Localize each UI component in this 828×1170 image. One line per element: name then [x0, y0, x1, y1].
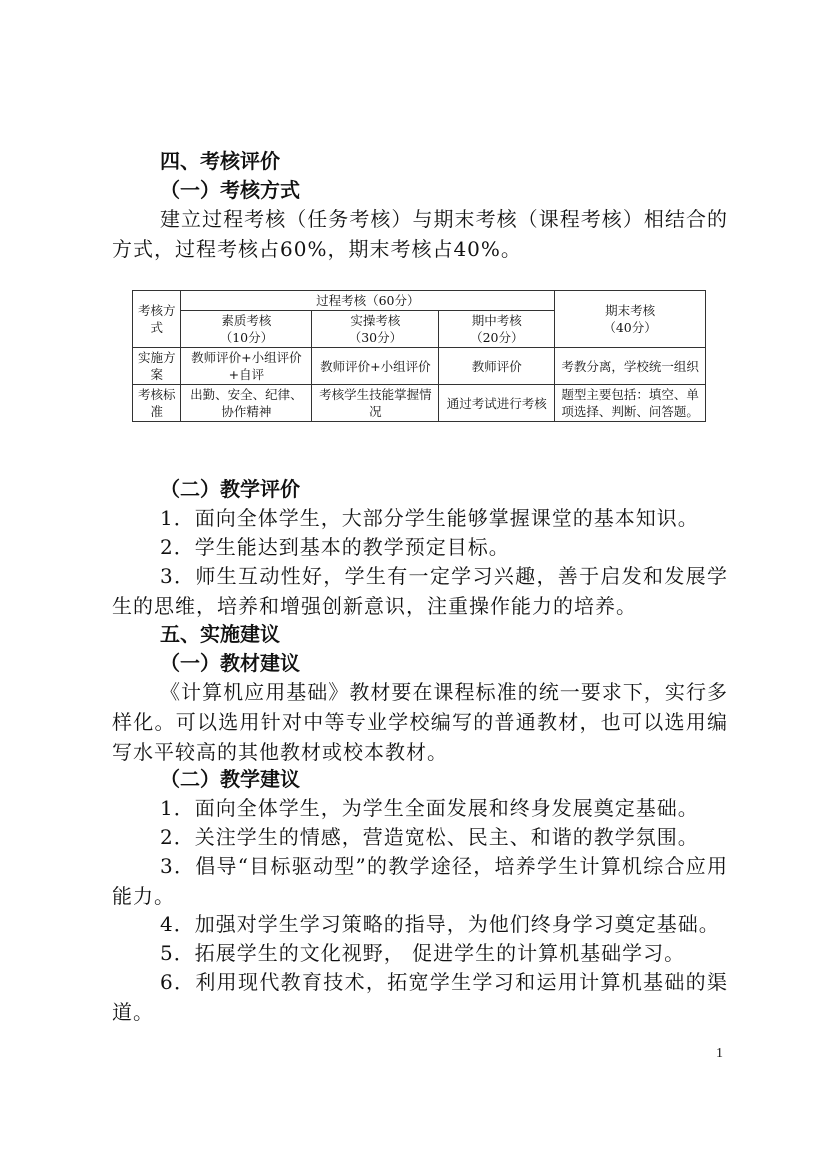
table-cell: 教师评价+小组评价+自评: [181, 348, 312, 385]
section-5-heading: 五、实施建议: [160, 622, 280, 646]
list-item: 1．面向全体学生，大部分学生能够掌握课堂的基本知识。: [160, 506, 699, 530]
quality-header-score: （10分）: [219, 330, 274, 345]
list-item: 4．加强对学生学习策略的指导，为他们终身学习奠定基础。: [160, 912, 720, 936]
assessment-table: [132, 290, 706, 422]
practice-header-score: （30分）: [348, 330, 403, 345]
list-item: 2．关注学生的情感，营造宽松、民主、和谐的教学氛围。: [160, 825, 699, 849]
list-item: 5．拓展学生的文化视野， 促进学生的计算机基础学习。: [160, 941, 686, 965]
final-header-cell: [555, 291, 706, 348]
final-header-label: 期末考核: [605, 303, 656, 318]
practice-header-label: 实操考核: [350, 313, 401, 328]
section-4-2-heading: （二）教学评价: [160, 477, 300, 501]
quality-header-label: 素质考核: [221, 313, 272, 328]
table-cell: 考核学生技能掌握情况: [312, 385, 439, 422]
list-item: 6．利用现代教育技术，拓宽学生学习和运用计算机基础的渠道。: [112, 970, 728, 1024]
table-cell: 通过考试进行考核: [439, 385, 555, 422]
table-header-row: [133, 291, 706, 311]
table-cell: 题型主要包括：填空、单项选择、判断、问答题。: [555, 385, 706, 422]
table-cell: 教师评价+小组评价: [312, 348, 439, 385]
final-header-score: （40分）: [603, 320, 657, 335]
midterm-header-score: （20分）: [470, 330, 524, 345]
process-header-cell: 过程考核（60分）: [181, 291, 555, 311]
list-item: 3．师生互动性好，学生有一定学习兴趣，善于启发和发展学生的思维，培养和增强创新意识，注重操作能力的培养。: [112, 564, 728, 618]
section-5-2-heading: （二）教学建议: [160, 767, 300, 791]
practice-header-cell: [312, 311, 439, 348]
row-label-cell: 考核标准: [133, 385, 181, 422]
midterm-header-label: 期中考核: [471, 313, 522, 328]
quality-header-cell: [181, 311, 312, 348]
table-cell: 考教分离，学校统一组织: [555, 348, 706, 385]
assessment-method-paragraph: 建立过程考核（任务考核）与期末考核（课程考核）相结合的方式，过程考核占60%，期末考核占40%。: [112, 207, 728, 261]
row-label-cell: 实施方案: [133, 348, 181, 385]
table-row: [133, 348, 706, 385]
list-item: 2．学生能达到基本的教学预定目标。: [160, 535, 510, 559]
table-row: [133, 385, 706, 422]
midterm-header-cell: [439, 311, 555, 348]
list-item: 3．倡导“目标驱动型”的教学途径，培养学生计算机综合应用能力。: [112, 854, 728, 908]
section-4-heading: 四、考核评价: [160, 149, 280, 173]
page-number: 1: [716, 1046, 723, 1061]
list-item: 1．面向全体学生，为学生全面发展和终身发展奠定基础。: [160, 796, 699, 820]
table-cell: 教师评价: [439, 348, 555, 385]
corner-label-cell: 考核方式: [133, 291, 181, 348]
section-4-1-heading: （一）考核方式: [160, 178, 300, 202]
section-5-1-heading: （一）教材建议: [160, 651, 300, 675]
table-cell: 出勤、安全、纪律、协作精神: [181, 385, 312, 422]
textbook-paragraph: 《计算机应用基础》教材要在课程标准的统一要求下，实行多样化。可以选用针对中等专业学校编写的普通教材，也可以选用编写水平较高的其他教材或校本教材。: [112, 680, 728, 764]
